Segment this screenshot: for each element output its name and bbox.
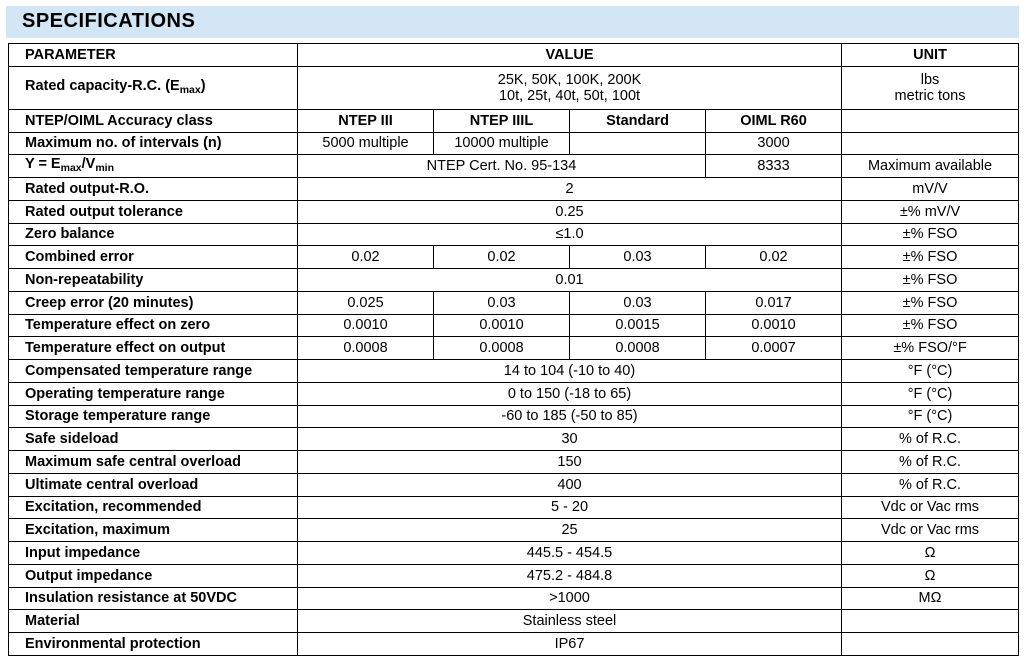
param-label — [9, 66, 298, 109]
unit-line: metric tons — [894, 87, 966, 104]
param-label: Ultimate central overload — [9, 473, 298, 496]
table-row — [9, 451, 1019, 474]
subscript: min — [95, 162, 114, 175]
param-label: Rated output-R.O. — [9, 178, 298, 201]
value-cell: 0.0007 — [706, 337, 842, 360]
unit-cell: °F (°C) — [842, 360, 1019, 383]
param-label: Combined error — [9, 246, 298, 269]
table-row — [9, 314, 1019, 337]
unit-cell: ±% FSO — [842, 269, 1019, 292]
header-value: VALUE — [298, 44, 842, 67]
table-row — [9, 633, 1019, 656]
value-cell — [298, 66, 842, 109]
value-cell: -60 to 185 (-50 to 85) — [298, 405, 842, 428]
param-label: Excitation, maximum — [9, 519, 298, 542]
value-cell: NTEP Cert. No. 95-134 — [298, 155, 706, 178]
value-cell: 5000 multiple — [298, 132, 434, 155]
param-label: Maximum no. of intervals (n) — [9, 132, 298, 155]
value-cell: 10000 multiple — [434, 132, 570, 155]
value-cell: 475.2 - 484.8 — [298, 564, 842, 587]
unit-cell: °F (°C) — [842, 405, 1019, 428]
specifications-banner — [6, 6, 1019, 38]
table-row — [9, 109, 1019, 132]
param-label-text: ) — [200, 77, 206, 94]
section-title: SPECIFICATIONS — [22, 10, 196, 32]
value-cell: 8333 — [706, 155, 842, 178]
unit-cell: Ω — [842, 542, 1019, 565]
unit-cell: Ω — [842, 564, 1019, 587]
table-row — [9, 178, 1019, 201]
param-label: NTEP/OIML Accuracy class — [9, 109, 298, 132]
value-cell — [570, 132, 706, 155]
param-label-text: Rated capacity-R.C. (E — [25, 77, 180, 94]
table-row — [9, 519, 1019, 542]
unit-cell: ±% FSO/°F — [842, 337, 1019, 360]
unit-cell: mV/V — [842, 178, 1019, 201]
table-row — [9, 382, 1019, 405]
unit-cell: ±% FSO — [842, 246, 1019, 269]
value-cell: >1000 — [298, 587, 842, 610]
unit-cell: MΩ — [842, 587, 1019, 610]
value-cell: 0.0008 — [434, 337, 570, 360]
unit-cell: ±% FSO — [842, 314, 1019, 337]
param-label: Safe sideload — [9, 428, 298, 451]
unit-cell: ±% FSO — [842, 291, 1019, 314]
class-cell: NTEP III — [298, 109, 434, 132]
value-line: 10t, 25t, 40t, 50t, 100t — [498, 87, 641, 104]
table-row — [9, 200, 1019, 223]
param-label: Non-repeatability — [9, 269, 298, 292]
value-cell: 30 — [298, 428, 842, 451]
param-label: Output impedance — [9, 564, 298, 587]
value-cell: 0.017 — [706, 291, 842, 314]
param-label: Environmental protection — [9, 633, 298, 656]
subscript: max — [179, 83, 201, 96]
value-cell: 3000 — [706, 132, 842, 155]
value-cell: 150 — [298, 451, 842, 474]
value-cell: 0.025 — [298, 291, 434, 314]
param-label: Temperature effect on output — [9, 337, 298, 360]
unit-cell: °F (°C) — [842, 382, 1019, 405]
param-label: Rated output tolerance — [9, 200, 298, 223]
param-label: Zero balance — [9, 223, 298, 246]
param-label: Operating temperature range — [9, 382, 298, 405]
value-cell: 14 to 104 (-10 to 40) — [298, 360, 842, 383]
param-label: Insulation resistance at 50VDC — [9, 587, 298, 610]
unit-cell: Maximum available — [842, 155, 1019, 178]
subscript: max — [60, 162, 82, 175]
value-cell: 0.03 — [570, 291, 706, 314]
param-label: Excitation, recommended — [9, 496, 298, 519]
param-label: Temperature effect on zero — [9, 314, 298, 337]
value-cell: 0.03 — [434, 291, 570, 314]
value-cell: 0.01 — [298, 269, 842, 292]
value-cell: 0.0010 — [706, 314, 842, 337]
param-label: Maximum safe central overload — [9, 451, 298, 474]
value-cell: 0.0010 — [298, 314, 434, 337]
unit-cell — [842, 610, 1019, 633]
header-unit: UNIT — [842, 44, 1019, 67]
unit-cell: ±% FSO — [842, 223, 1019, 246]
table-row — [9, 610, 1019, 633]
header-row — [9, 44, 1019, 67]
table-row — [9, 428, 1019, 451]
unit-cell — [842, 633, 1019, 656]
value-cell: 0.02 — [434, 246, 570, 269]
unit-cell — [842, 132, 1019, 155]
class-cell: OIML R60 — [706, 109, 842, 132]
value-cell: 0.02 — [298, 246, 434, 269]
param-label: Input impedance — [9, 542, 298, 565]
table-row — [9, 246, 1019, 269]
table-row — [9, 587, 1019, 610]
unit-line: lbs — [920, 71, 940, 88]
value-cell: 0.02 — [706, 246, 842, 269]
param-label: Material — [9, 610, 298, 633]
unit-cell: Vdc or Vac rms — [842, 519, 1019, 542]
table-row — [9, 360, 1019, 383]
param-label-text: /V — [81, 156, 96, 173]
value-cell: 25 — [298, 519, 842, 542]
value-cell: 2 — [298, 178, 842, 201]
value-cell: 0.0015 — [570, 314, 706, 337]
unit-cell: ±% mV/V — [842, 200, 1019, 223]
table-row — [9, 291, 1019, 314]
value-cell: 445.5 - 454.5 — [298, 542, 842, 565]
specifications-table — [8, 43, 1019, 656]
table-row — [9, 132, 1019, 155]
unit-cell: Vdc or Vac rms — [842, 496, 1019, 519]
table-row — [9, 405, 1019, 428]
param-label-text: Y = E — [25, 156, 61, 173]
header-parameter: PARAMETER — [9, 44, 298, 67]
param-label — [9, 155, 298, 178]
value-cell: ≤1.0 — [298, 223, 842, 246]
param-label: Storage temperature range — [9, 405, 298, 428]
value-cell: 0.0008 — [570, 337, 706, 360]
class-cell: Standard — [570, 109, 706, 132]
value-cell: 0.0010 — [434, 314, 570, 337]
value-cell: Stainless steel — [298, 610, 842, 633]
unit-cell: % of R.C. — [842, 473, 1019, 496]
table-row — [9, 473, 1019, 496]
unit-cell: % of R.C. — [842, 451, 1019, 474]
table-row — [9, 66, 1019, 109]
value-cell: 0.03 — [570, 246, 706, 269]
value-cell: IP67 — [298, 633, 842, 656]
unit-cell — [842, 109, 1019, 132]
value-line: 25K, 50K, 100K, 200K — [497, 71, 642, 88]
param-label: Creep error (20 minutes) — [9, 291, 298, 314]
table-row — [9, 542, 1019, 565]
param-label: Compensated temperature range — [9, 360, 298, 383]
value-cell: 0 to 150 (-18 to 65) — [298, 382, 842, 405]
value-cell: 0.0008 — [298, 337, 434, 360]
value-cell: 5 - 20 — [298, 496, 842, 519]
value-cell: 0.25 — [298, 200, 842, 223]
table-row — [9, 337, 1019, 360]
table-row — [9, 155, 1019, 178]
class-cell: NTEP IIIL — [434, 109, 570, 132]
table-row — [9, 496, 1019, 519]
unit-cell — [842, 66, 1019, 109]
value-cell: 400 — [298, 473, 842, 496]
table-row — [9, 223, 1019, 246]
unit-cell: % of R.C. — [842, 428, 1019, 451]
table-row — [9, 269, 1019, 292]
table-row — [9, 564, 1019, 587]
